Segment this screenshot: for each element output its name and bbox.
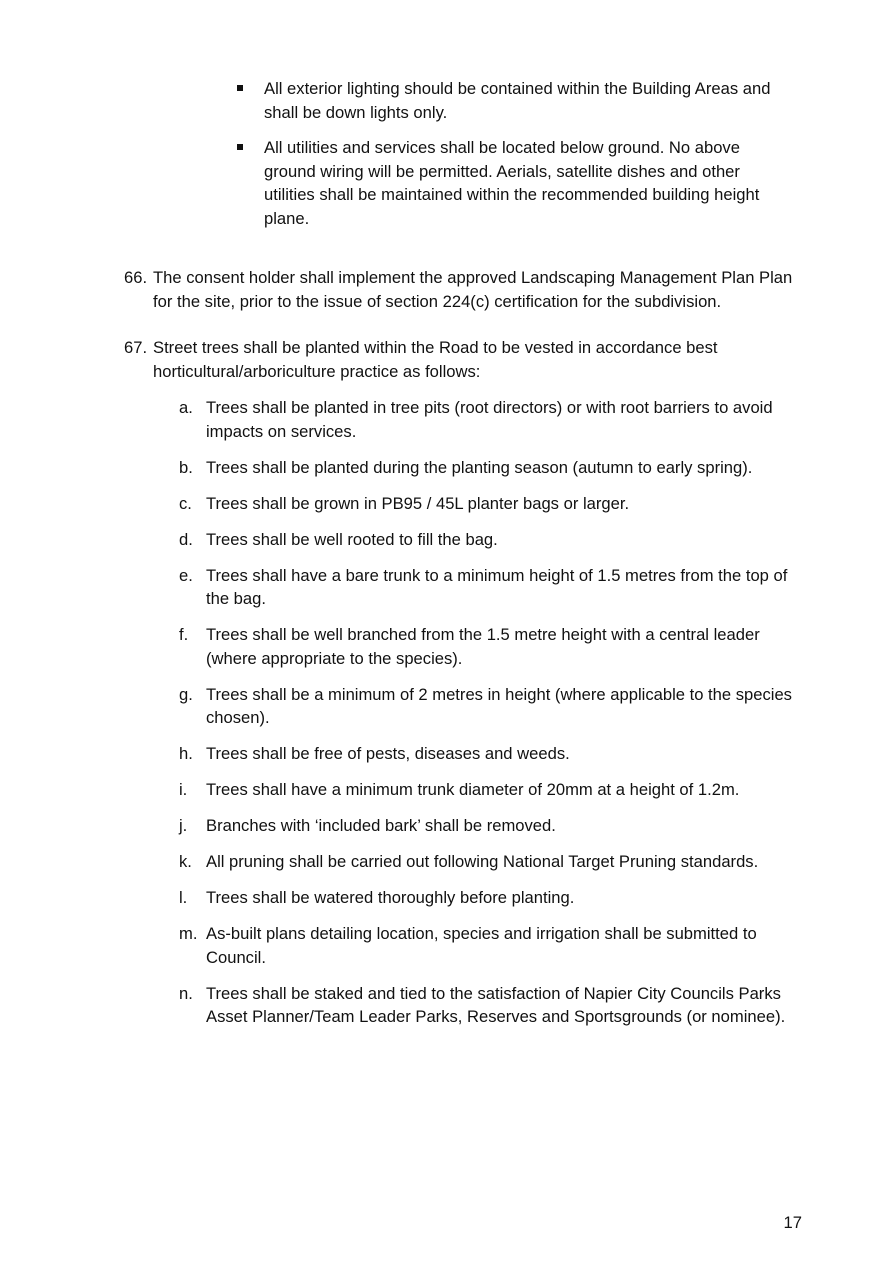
list-text: As-built plans detailing location, species and irrigation shall be submitted to Council. [206,924,757,967]
list-letter: a. [179,398,193,417]
list-item [179,982,799,1029]
list-letter: g. [179,684,193,704]
condition-text: The consent holder shall implement the approved Landscaping Management Plan Plan for the site, prior to the issue of section 224(c) certification for the subdivision. [153,268,793,311]
list-letter: m. [179,924,198,943]
list-letter: f. [179,625,189,644]
list-text: Trees shall have a minimum trunk diameter of 20mm at a height of 1.2m. [206,780,740,799]
condition-text: Street trees shall be planted within the Road to be vested in accordance best horticultural/arboriculture practice as follows: [153,338,718,381]
list-letter: i. [179,780,188,799]
list-text: Trees shall be watered thoroughly before planting. [206,888,575,907]
list-text: Trees shall be well rooted to fill the bag. [206,529,498,549]
list-item [179,886,799,910]
bullet-list [232,77,792,242]
list-letter: l. [179,888,188,907]
list-text: Trees shall be staked and tied to the satisfaction of Napier City Councils Parks Asset Planner/Team Leader Parks, Reserves and Sportsgrounds (or nominee). [206,983,786,1026]
list-item [179,683,799,730]
list-item [179,396,799,443]
condition-number: 67. [124,338,148,357]
condition-67 [124,336,814,383]
list-item [179,528,799,552]
list-item [179,850,799,874]
list-letter: c. [179,493,192,513]
list-item [179,922,799,969]
list-item [179,492,799,516]
list-item [179,564,799,611]
bullet-item [232,77,792,124]
list-text: Trees shall have a bare trunk to a minimum height of 1.5 metres from the top of the bag. [206,565,788,608]
list-text: Trees shall be planted during the planting season (autumn to early spring). [206,457,753,477]
list-item [179,742,799,766]
tree-requirements-list [179,396,799,1041]
list-letter: h. [179,744,193,763]
list-letter: d. [179,529,193,549]
list-text: Branches with ‘included bark’ shall be removed. [206,816,556,835]
bullet-text: All exterior lighting should be contained within the Building Areas and shall be down lights only. [264,79,771,122]
bullet-square-icon [237,85,243,91]
list-text: Trees shall be well branched from the 1.5 metre height with a central leader (where appropriate to the species). [206,625,760,668]
list-letter: j. [179,816,188,835]
list-item [179,814,799,838]
bullet-text: All utilities and services shall be located below ground. No above ground wiring will be permitted. Aerials, satellite dishes and other utilities shall be maintained within the recommended building height plane. [264,138,760,228]
list-letter: k. [179,852,192,871]
bullet-item [232,136,792,230]
list-text: Trees shall be a minimum of 2 metres in height (where applicable to the species chosen). [206,684,792,727]
condition-66 [124,266,814,313]
list-text: Trees shall be free of pests, diseases and weeds. [206,744,570,763]
list-letter: n. [179,983,193,1003]
bullet-square-icon [237,144,243,150]
list-text: Trees shall be planted in tree pits (root directors) or with root barriers to avoid impacts on services. [206,398,773,441]
list-text: Trees shall be grown in PB95 / 45L planter bags or larger. [206,493,630,513]
page-number: 17 [783,1213,802,1232]
list-letter: e. [179,565,193,585]
list-item [179,778,799,802]
list-letter: b. [179,457,193,477]
list-item [179,456,799,480]
condition-number: 66. [124,268,148,287]
list-text: All pruning shall be carried out following National Target Pruning standards. [206,852,759,871]
list-item [179,623,799,670]
